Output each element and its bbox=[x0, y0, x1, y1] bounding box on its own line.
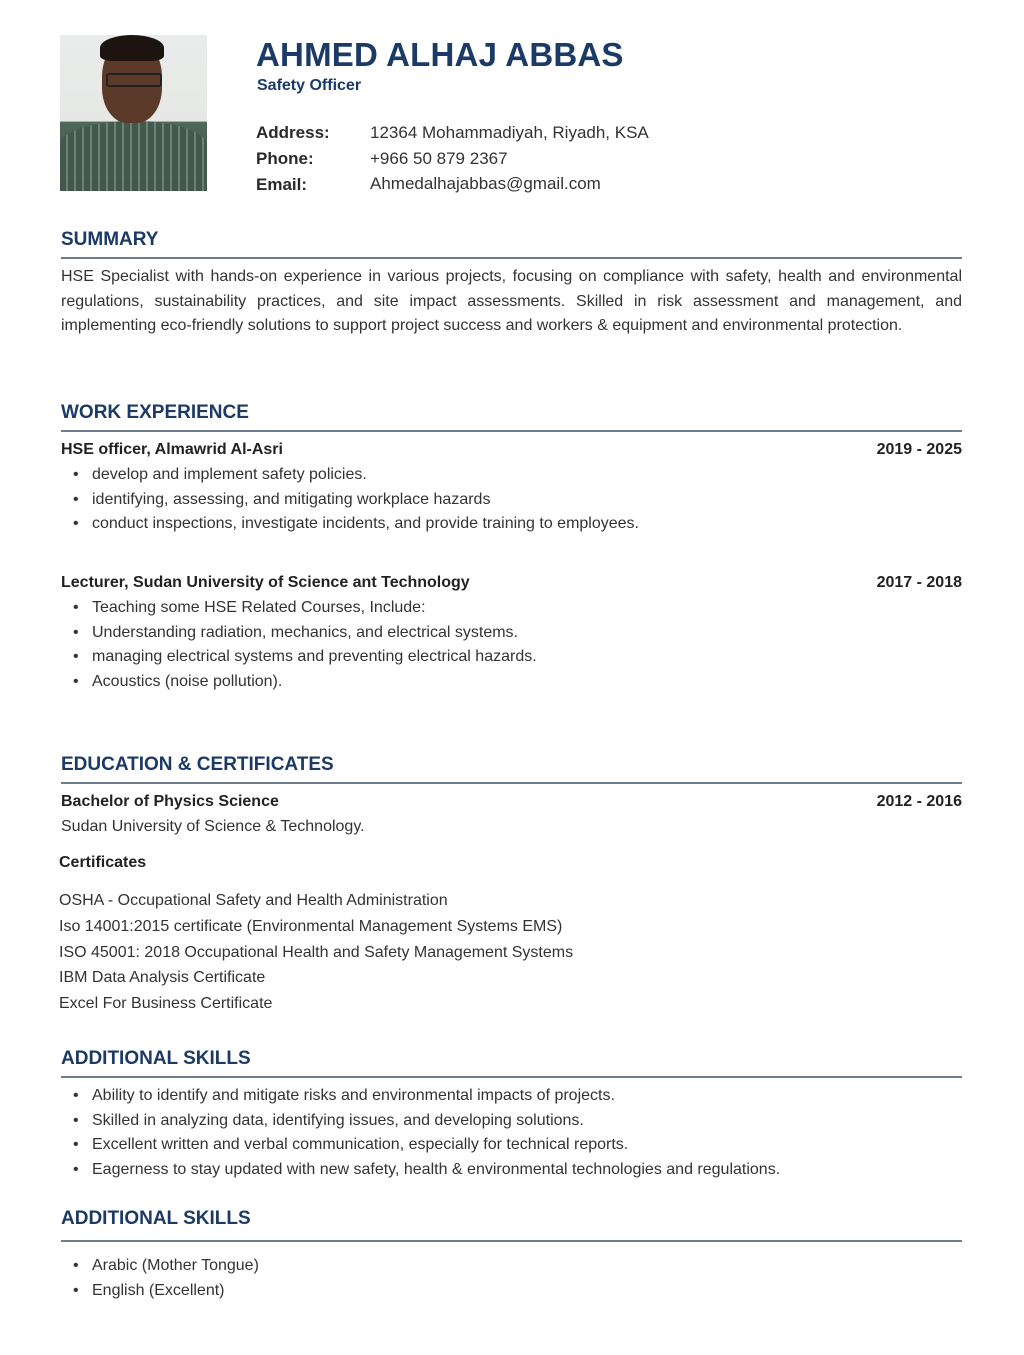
certificates-list bbox=[59, 888, 573, 1017]
phone-label: Phone: bbox=[256, 149, 314, 168]
job-header bbox=[61, 574, 962, 592]
list-item: • conduct inspections, investigate incidents, and provide training to employees. bbox=[92, 512, 639, 537]
skills-section-header bbox=[61, 1048, 962, 1078]
section-heading: ADDITIONAL SKILLS bbox=[61, 1048, 251, 1069]
job-header bbox=[61, 441, 962, 459]
languages-section-header bbox=[61, 1208, 962, 1242]
degree-dates: 2012 - 2016 bbox=[876, 793, 962, 810]
section-heading: ADDITIONAL SKILLS bbox=[61, 1208, 251, 1229]
section-heading: EDUCATION & CERTIFICATES bbox=[61, 754, 334, 775]
job-bullets bbox=[61, 596, 537, 694]
list-item: • Teaching some HSE Related Courses, Include: bbox=[92, 596, 537, 621]
summary-text: HSE Specialist with hands-on experience in various projects, focusing on compliance with safety, health and environmental regulations, sustainability practices, and site impact assessments. Skilled in risk assessment and management, and implementing eco-friendly solutions to support project success and workers & equipment and environmental protection. bbox=[61, 268, 962, 334]
work-section-header bbox=[61, 402, 962, 432]
certificate-item: IBM Data Analysis Certificate bbox=[59, 969, 266, 987]
school-name: Sudan University of Science & Technology. bbox=[61, 818, 365, 835]
summary-section-header bbox=[61, 229, 962, 259]
list-item: • Skilled in analyzing data, identifying issues, and developing solutions. bbox=[92, 1109, 780, 1134]
email-value: Ahmedalhajabbas@gmail.com bbox=[370, 174, 601, 193]
job-bullets bbox=[61, 463, 639, 537]
job-title: Safety Officer bbox=[257, 77, 362, 94]
list-item: • Acoustics (noise pollution). bbox=[92, 670, 537, 695]
certificate-item: Iso 14001:2015 certificate (Environmental Management Systems EMS) bbox=[59, 917, 563, 935]
list-item: • Understanding radiation, mechanics, and electrical systems. bbox=[92, 621, 537, 646]
skills-list bbox=[61, 1084, 780, 1182]
list-item: • develop and implement safety policies. bbox=[92, 463, 639, 488]
list-item: • Arabic (Mother Tongue) bbox=[92, 1254, 259, 1279]
section-heading: SUMMARY bbox=[61, 229, 159, 250]
languages-list bbox=[61, 1254, 259, 1303]
certificates-heading: Certificates bbox=[59, 854, 147, 871]
divider bbox=[61, 430, 962, 432]
candidate-name: AHMED ALHAJ ABBAS bbox=[256, 36, 624, 73]
job-title: HSE officer, Almawrid Al-Asri bbox=[61, 441, 283, 458]
email-label: Email: bbox=[256, 175, 308, 194]
job-dates: 2017 - 2018 bbox=[876, 574, 962, 591]
profile-photo bbox=[60, 35, 207, 191]
divider bbox=[61, 1076, 962, 1078]
degree-header bbox=[61, 793, 962, 811]
certificate-item: ISO 45001: 2018 Occupational Health and Safety Management Systems bbox=[59, 943, 574, 961]
list-item: • Excellent written and verbal communication, especially for technical reports. bbox=[92, 1133, 780, 1158]
divider bbox=[61, 782, 962, 784]
list-item: • managing electrical systems and preventing electrical hazards. bbox=[92, 645, 537, 670]
address-value: 12364 Mohammadiyah, Riyadh, KSA bbox=[370, 123, 649, 142]
list-item: • Ability to identify and mitigate risks and environmental impacts of projects. bbox=[92, 1084, 780, 1109]
section-heading: WORK EXPERIENCE bbox=[61, 402, 249, 423]
education-section-header bbox=[61, 754, 962, 784]
divider bbox=[61, 1240, 962, 1242]
degree-title: Bachelor of Physics Science bbox=[61, 793, 279, 810]
list-item: • English (Excellent) bbox=[92, 1279, 259, 1304]
list-item: • Eagerness to stay updated with new safety, health & environmental technologies and regulations. bbox=[92, 1158, 780, 1183]
certificate-item: OSHA - Occupational Safety and Health Administration bbox=[59, 892, 448, 909]
phone-value: +966 50 879 2367 bbox=[370, 149, 508, 168]
list-item: • identifying, assessing, and mitigating workplace hazards bbox=[92, 488, 639, 513]
job-dates: 2019 - 2025 bbox=[876, 441, 962, 458]
divider bbox=[61, 257, 962, 259]
job-title: Lecturer, Sudan University of Science ant Technology bbox=[61, 574, 470, 591]
certificate-item: Excel For Business Certificate bbox=[59, 995, 273, 1013]
address-label: Address: bbox=[256, 123, 330, 142]
